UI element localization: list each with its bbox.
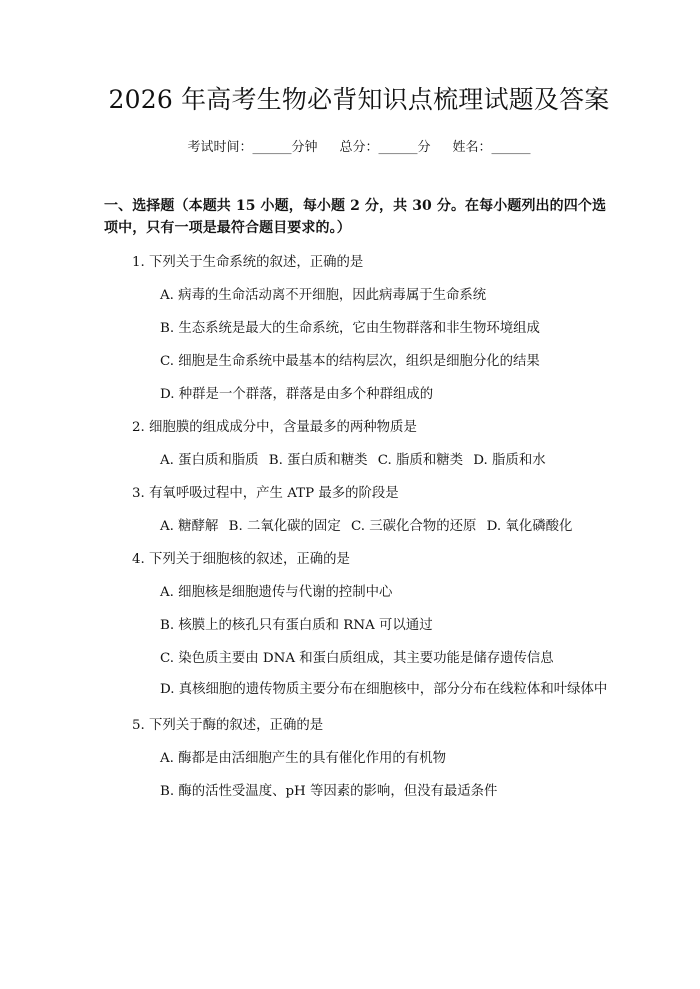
section-heading: 一、选择题（本题共 15 小题，每小题 2 分，共 30 分。在每小题列出的四个选项中，只有一项是最符合题目要求的。）: [104, 198, 607, 236]
question-2: 2. 细胞膜的组成成分中，含量最多的两种物质是: [132, 420, 417, 435]
question-4-option-c: C. 染色质主要由 DNA 和蛋白质组成，其主要功能是储存遗传信息: [160, 651, 554, 666]
question-2-option-b: B. 蛋白质和糖类: [268, 453, 368, 468]
question-1: 1. 下列关于生命系统的叙述，正确的是: [132, 255, 364, 270]
exam-score: 总分：______分: [339, 140, 431, 155]
question-4-option-b: B. 核膜上的核孔只有蛋白质和 RNA 可以通过: [160, 618, 433, 633]
question-1-option-c: C. 细胞是生命系统中最基本的结构层次，组织是细胞分化的结果: [160, 354, 540, 369]
exam-time: 考试时间：______分钟: [187, 140, 318, 155]
question-3-option-c: C. 三碳化合物的还原: [350, 519, 477, 534]
question-4-option-a: A. 细胞核是细胞遗传与代谢的控制中心: [160, 585, 393, 600]
question-1-option-a: A. 病毒的生命活动离不开细胞，因此病毒属于生命系统: [160, 288, 487, 303]
question-1-option-b: B. 生态系统是最大的生命系统，它由生物群落和非生物环境组成: [160, 321, 540, 336]
question-5: 5. 下列关于酶的叙述，正确的是: [132, 718, 324, 733]
question-3-options: [104, 517, 614, 536]
student-name-field: 姓名：______: [452, 140, 531, 155]
question-4-option-d: D. 真核细胞的遗传物质主要分布在细胞核中，部分分布在线粒体和叶绿体中: [160, 682, 608, 697]
question-2-option-d: D. 脂质和水: [473, 453, 546, 468]
question-2-option-a: A. 蛋白质和脂质: [160, 453, 259, 468]
question-3-option-b: B. 二氧化碳的固定: [228, 519, 341, 534]
exam-page: [0, 84, 700, 989]
question-3-option-a: A. 糖酵解: [160, 519, 219, 534]
exam-meta: [104, 139, 614, 157]
question-5-option-b: B. 酶的活性受温度、pH 等因素的影响，但没有最适条件: [160, 784, 498, 799]
question-3-option-d: D. 氧化磷酸化: [486, 519, 573, 534]
question-2-option-c: C. 脂质和糖类: [377, 453, 463, 468]
question-3: 3. 有氧呼吸过程中，产生 ATP 最多的阶段是: [132, 486, 399, 501]
question-1-option-d: D. 种群是一个群落，群落是由多个种群组成的: [160, 387, 434, 402]
exam-title: 2026 年高考生物必背知识点梳理试题及答案: [108, 85, 610, 114]
question-4: 4. 下列关于细胞核的叙述，正确的是: [132, 552, 350, 567]
question-5-option-a: A. 酶都是由活细胞产生的具有催化作用的有机物: [160, 751, 446, 766]
question-2-options: [104, 451, 614, 470]
